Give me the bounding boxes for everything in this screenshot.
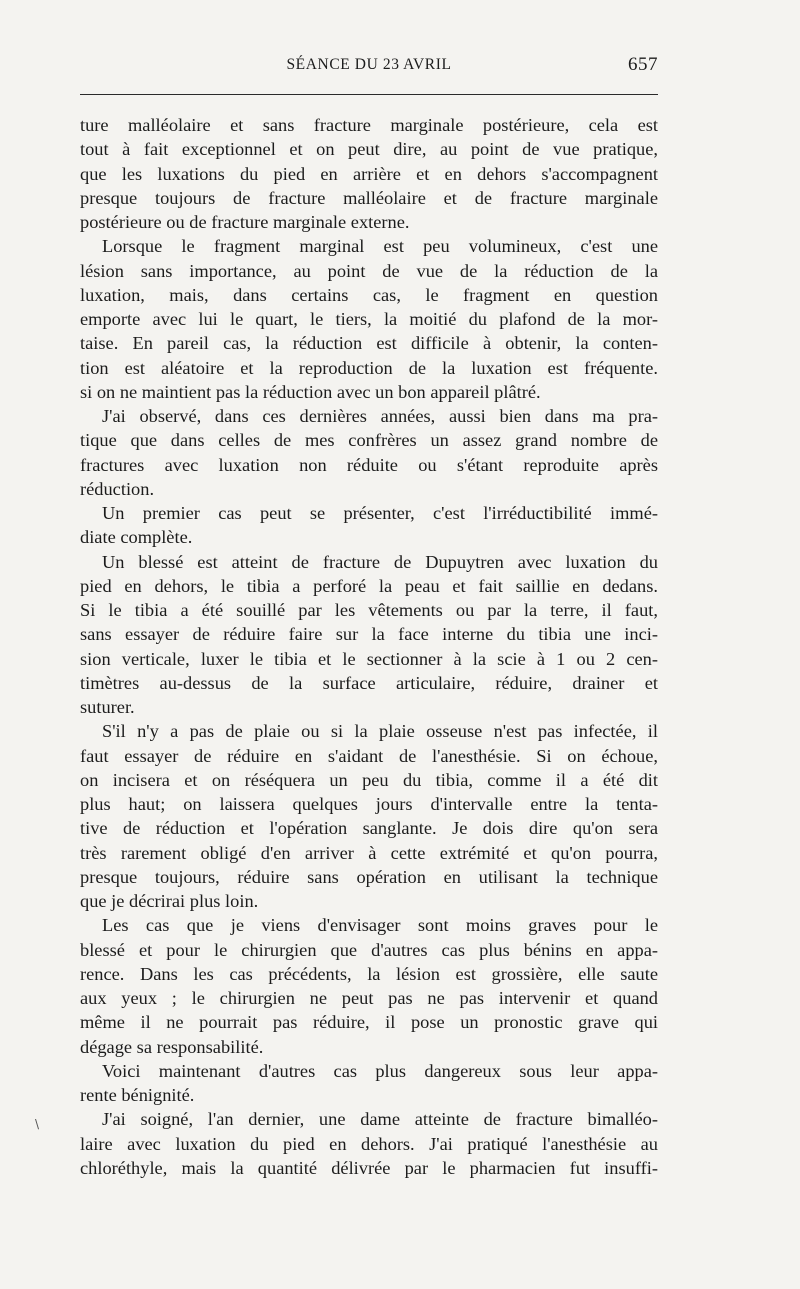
text-line: timètres au-dessus de la surface articulaire, réduire, drainer et: [80, 672, 658, 693]
text-line: on incisera et on réséquera un peu du tibia, comme il a été dit: [80, 769, 658, 790]
text-line: Lorsque le fragment marginal est peu volumineux, c'est une: [102, 236, 658, 257]
text-line: sans essayer de réduire faire sur la face interne du tibia une inci-: [80, 624, 658, 645]
text-line: que les luxations du pied en arrière et en dehors s'accompagnent: [80, 163, 658, 184]
text-line: postérieure ou de fracture marginale externe.: [80, 212, 410, 232]
text-line: laire avec luxation du pied en dehors. J'ai pratiqué l'anesthésie au: [80, 1133, 658, 1154]
text-line: suturer.: [80, 697, 135, 717]
paragraph: [80, 234, 658, 404]
text-line: même il ne pourrait pas réduire, il pose un pronostic grave qui: [80, 1012, 658, 1033]
text-line: J'ai soigné, l'an dernier, une dame atteinte de fracture bimalléo-: [102, 1109, 658, 1130]
header-rule: [80, 94, 658, 95]
text-line: diate complète.: [80, 527, 193, 548]
paragraph: [80, 550, 658, 720]
text-line: presque toujours, réduire sans opération en utilisant la technique: [80, 866, 658, 887]
text-line: plus haut; on laissera quelques jours d'intervalle entre la tenta-: [80, 794, 658, 814]
text-line: tion est aléatoire et la reproduction de la luxation est fréquente.: [80, 357, 658, 378]
paragraph: [80, 913, 658, 1059]
text-line: ture malléolaire et sans fracture marginale postérieure, cela est: [80, 115, 658, 135]
text-line: blessé et pour le chirurgien que d'autres cas plus bénins en appa-: [80, 939, 658, 960]
text-line: S'il n'y a pas de plaie ou si la plaie osseuse n'est pas infectée, il: [102, 721, 658, 742]
body-text: [80, 113, 658, 1180]
page-number: 657: [628, 54, 658, 75]
text-line: luxation, mais, dans certains cas, le fragment en question: [80, 284, 658, 305]
running-head: [80, 56, 658, 82]
text-line: J'ai observé, dans ces dernières années, aussi bien dans ma pra-: [102, 406, 658, 426]
text-line: pied en dehors, le tibia a perforé la peau et fait saillie en dedans.: [80, 575, 658, 596]
running-title: SÉANCE DU 23 AVRIL: [286, 56, 452, 73]
text-line: rente bénignité.: [80, 1085, 195, 1105]
text-line: dégage sa responsabilité.: [80, 1036, 264, 1057]
paragraph: [80, 1107, 658, 1180]
text-line: que je décrirai plus loin.: [80, 891, 259, 911]
text-line: tique que dans celles de mes confrères un assez grand nombre de: [80, 430, 658, 451]
paragraph: [80, 113, 658, 234]
text-line: aux yeux ; le chirurgien ne peut pas ne pas intervenir et quand: [80, 988, 658, 1008]
text-line: Voici maintenant d'autres cas plus dangereux sous leur appa-: [102, 1060, 658, 1081]
text-line: lésion sans importance, au point de vue de la réduction de la: [80, 260, 658, 281]
margin-mark: \: [35, 1117, 40, 1131]
text-line: Un premier cas peut se présenter, c'est l'irréductibilité immé-: [102, 503, 658, 523]
paragraph: [80, 501, 658, 550]
text-line: tive de réduction et l'opération sanglante. Je dois dire qu'on sera: [80, 818, 658, 839]
paragraph: [80, 719, 658, 913]
text-line: Si le tibia a été souillé par les vêtements ou par la terre, il faut,: [80, 600, 658, 620]
text-line: si on ne maintient pas la réduction avec un bon appareil plâtré.: [80, 381, 541, 402]
text-line: tout à fait exceptionnel et on peut dire, au point de vue pratique,: [80, 139, 658, 160]
text-line: taise. En pareil cas, la réduction est difficile à obtenir, la conten-: [80, 333, 658, 354]
text-line: Les cas que je viens d'envisager sont moins graves pour le: [102, 915, 658, 936]
text-line: Un blessé est atteint de fracture de Dupuytren avec luxation du: [102, 551, 658, 572]
text-line: chloréthyle, mais la quantité délivrée par le pharmacien fut insuffi-: [80, 1157, 658, 1178]
text-line: emporte avec lui le quart, le tiers, la moitié du plafond de la mor-: [80, 309, 658, 329]
paragraph: [80, 404, 658, 501]
text-line: presque toujours de fracture malléolaire et de fracture marginale: [80, 187, 658, 208]
text-line: rence. Dans les cas précédents, la lésion est grossière, elle saute: [80, 963, 658, 984]
paragraph: [80, 1059, 658, 1108]
text-line: faut essayer de réduire en s'aidant de l'anesthésie. Si on échoue,: [80, 745, 658, 766]
text-line: très rarement obligé d'en arriver à cette extrémité et qu'on pourra,: [80, 842, 658, 863]
text-line: sion verticale, luxer le tibia et le sectionner à la scie à 1 ou 2 cen-: [80, 648, 658, 669]
text-line: fractures avec luxation non réduite ou s'étant reproduite après: [80, 454, 658, 475]
text-line: réduction.: [80, 478, 155, 499]
